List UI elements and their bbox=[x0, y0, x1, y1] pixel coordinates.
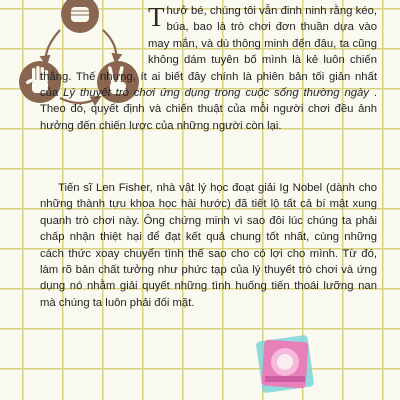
intro-text-end: . Theo đó, quyết định và chiến thuật của mỗi người chơi đều ảnh hưởng đến chiến lược của những người còn lại. bbox=[40, 87, 377, 132]
author-paragraph: Tiến sĩ Len Fisher, nhà vật lý học đoạt giải Ig Nobel (dành cho những thành tựu khoa học hài hước) đã tiết lộ tất cả bí mật xung quanh trò chơi này. Ông chứng minh vì sao đôi lúc chúng ta phải chấp nhận thiệt hại để đạt kết quả chung tốt nhất, cùng những cách thức xoay chuyển tình thế sao cho có lợi cho mình. Từ đó, làm rõ bản chất tưởng như phức tạp của lý thuyết trò chơi và ứng dụng nó nhằm giải quyết những tình huống tiến thoái lưỡng nan mà chúng ta luôn phải đối mặt. bbox=[40, 182, 377, 309]
intro-text-start: hưở bé, chúng tôi vẫn đinh ninh rằng kéo, búa, bao là trò chơi đơn thuần dựa vào may mắn, và dù thông minh đến đâu, ta cũng không dám tuyên bố mình là kẻ luôn chiến thắng. Thế nhưng, ít ai biết đây chính là phiên bản tối giản nhất của bbox=[40, 5, 377, 100]
intro-paragraph bbox=[40, 3, 377, 134]
badge-icon bbox=[255, 332, 315, 394]
dropcap-letter: T bbox=[148, 2, 165, 32]
book-title-italic: Lý thuyết trò chơi ứng dụng trong cuộc sống thường ngày bbox=[63, 87, 369, 100]
